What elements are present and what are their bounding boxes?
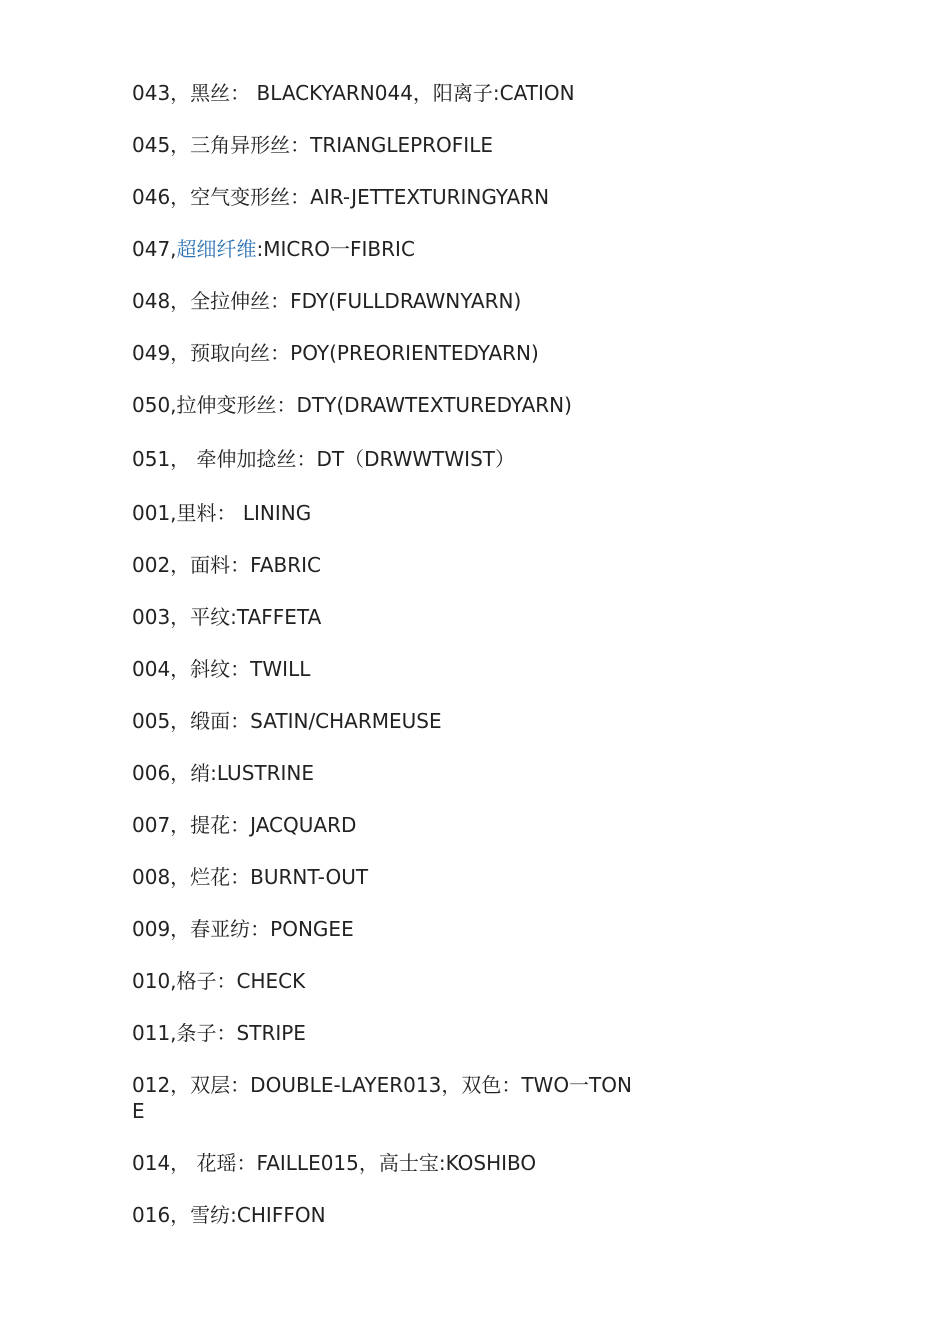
text-line-047 [132,236,632,262]
text-line-001: 001,里料： LINING [132,501,312,525]
text-line-003: 003，平纹:TAFFETA [132,605,322,629]
text-line-047-prefix: 047, [132,237,177,261]
text-line-002: 002，面料：FABRIC [132,553,322,577]
text-line-005: 005，缎面：SATIN/CHARMEUSE [132,709,442,733]
text-line-006: 006，绡:LUSTRINE [132,761,315,785]
text-line-046: 046，空气变形丝：AIR-JETTEXTURINGYARN [132,185,550,209]
text-line-043: 043，黑丝： BLACKYARN044，阳离子:CATION [132,81,575,105]
text-line-016: 016，雪纺:CHIFFON [132,1203,326,1227]
text-line-011: 011,条子：STRIPE [132,1021,306,1045]
text-line-045: 045，三角异形丝：TRIANGLEPROFILE [132,133,493,157]
text-line-049: 049，预取向丝：POY(PREORIENTEDYARN) [132,341,539,365]
text-line-004: 004，斜纹：TWILL [132,657,311,681]
text-line-051: 051， 牵伸加捻丝：DT（DRWWTWIST） [132,447,515,471]
text-line-048: 048，全拉伸丝：FDY(FULLDRAWNYARN) [132,289,522,313]
text-line-050: 050,拉伸变形丝：DTY(DRAWTEXTUREDYARN) [132,393,572,417]
microfiber-link[interactable]: 超细纤维 [176,237,257,261]
text-line-012: 012，双层：DOUBLE-LAYER013，双色：TWO一TONE [132,1073,632,1123]
document-page [132,80,632,1254]
text-line-014: 014， 花瑶：FAILLE015，高士宝:KOSHIBO [132,1151,537,1175]
text-line-047-suffix: :MICRO一FIBRIC [256,237,415,261]
text-line-007: 007，提花：JACQUARD [132,813,357,837]
text-line-008: 008，烂花：BURNT-OUT [132,865,369,889]
text-line-010: 010,格子：CHECK [132,969,306,993]
text-line-009: 009，春亚纺：PONGEE [132,917,354,941]
